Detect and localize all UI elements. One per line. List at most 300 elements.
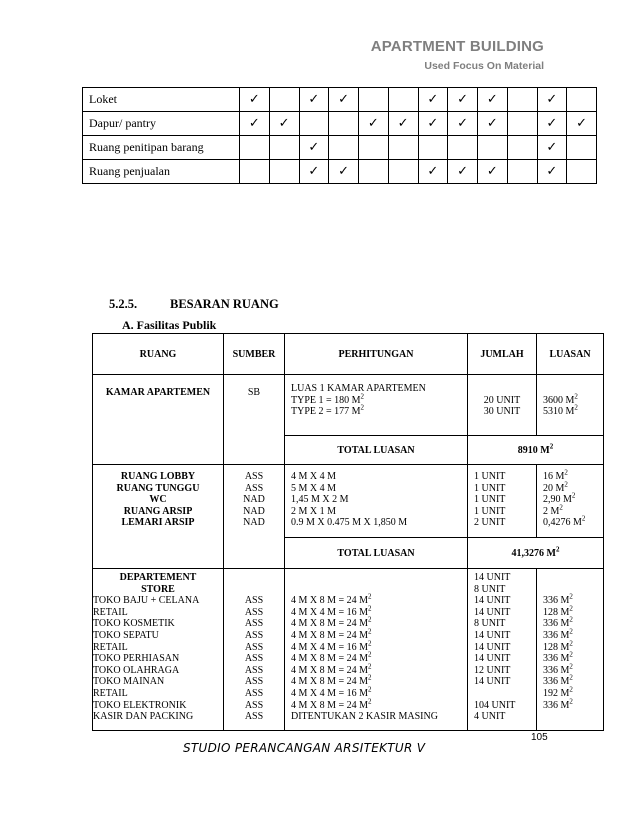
cell-line-text: 4 M X 8 M = 24 M (291, 618, 369, 630)
cell-line (474, 688, 536, 700)
cell-line-text: TOKO OLAHRAGA (93, 664, 180, 676)
cell-line-text: 2 M (543, 505, 560, 517)
cell-line-text: ASS (244, 471, 264, 482)
cell-line-text: NAD (243, 517, 265, 529)
cell-line (291, 662, 467, 677)
cell-ruang (93, 375, 224, 465)
checkmark-icon: ✓ (308, 140, 320, 155)
cell-line (224, 642, 284, 654)
cell-line (93, 572, 223, 584)
checkmark-icon: ✓ (457, 116, 469, 131)
check-cell (299, 112, 329, 136)
unit-superscript: 2 (569, 627, 573, 636)
total-label (285, 436, 468, 465)
header-luasan: LUASAN (537, 334, 604, 375)
cell-line (543, 639, 603, 654)
check-cell (537, 160, 567, 184)
total-value (468, 436, 604, 465)
cell-line (474, 700, 536, 712)
cell-line (224, 653, 284, 665)
cell-line (474, 494, 536, 506)
check-cell (537, 136, 567, 160)
cell-line (474, 711, 536, 723)
cell-line (291, 604, 467, 619)
cell-line-text: 336 M (543, 595, 570, 607)
unit-superscript: 2 (569, 650, 573, 659)
cell-line (93, 494, 223, 506)
cell-line-text: 2 UNIT (474, 517, 506, 529)
check-cell (448, 136, 478, 160)
cell-line (291, 685, 467, 700)
unit-superscript: 2 (571, 491, 576, 500)
row-label: Ruang penjualan (83, 160, 240, 184)
checkmark-icon: ✓ (367, 116, 379, 131)
cell-line (291, 403, 467, 418)
checkmark-icon: ✓ (546, 140, 558, 155)
cell-line-text: DITENTUKAN 2 KASIR MASING (291, 711, 438, 723)
unit-superscript: 2 (368, 616, 372, 625)
unit-superscript: 2 (368, 650, 372, 659)
cell-luasan (537, 465, 604, 538)
checkmark-icon: ✓ (308, 92, 320, 107)
cell-line-text: 336 M (543, 629, 570, 641)
check-cell (388, 160, 418, 184)
cell-line (543, 604, 603, 619)
cell-line-text: ASS (244, 606, 264, 618)
total-label-text: TOTAL LUASAN (337, 547, 415, 559)
cell-line-text: 14 UNIT (474, 653, 511, 665)
cell-line (543, 491, 603, 506)
cell-line-text: 336 M (543, 653, 570, 665)
cell-line-text: 336 M (543, 699, 570, 711)
cell-line-text: 16 M (543, 471, 565, 482)
checkmark-icon: ✓ (486, 164, 498, 179)
checkmark-icon: ✓ (278, 116, 290, 131)
check-cell (299, 136, 329, 160)
cell-line-text: TOKO MAINAN (93, 676, 165, 688)
checkmark-icon: ✓ (486, 92, 498, 107)
cell-line-text: RUANG LOBBY (120, 471, 196, 482)
check-cell (359, 88, 389, 112)
cell-line-text: 8 UNIT (474, 618, 506, 630)
cell-line (474, 506, 536, 518)
cell-line (468, 383, 536, 395)
cell-line-text: 4 M X 8 M = 24 M (291, 676, 369, 688)
cell-line (224, 711, 284, 723)
check-cell (537, 112, 567, 136)
check-cell (478, 88, 508, 112)
unit-superscript: 2 (368, 604, 372, 613)
cell-line-text: 128 M (543, 641, 570, 653)
checkmark-icon: ✓ (427, 116, 439, 131)
checkmark-icon: ✓ (338, 164, 350, 179)
check-cell (388, 88, 418, 112)
check-cell (240, 88, 270, 112)
cell-line-text: SB (247, 387, 261, 398)
page-number: 105 (531, 732, 548, 743)
cell-line-text: ASS (244, 629, 264, 641)
checkmark-icon: ✓ (576, 116, 588, 131)
cell-line-text: 5 M X 4 M (291, 482, 337, 494)
cell-line (224, 595, 284, 607)
unit-superscript: 2 (569, 592, 573, 601)
cell-line (93, 517, 223, 529)
unit-superscript: 2 (574, 392, 578, 401)
cell-line (224, 607, 284, 619)
cell-line-text: RETAIL (93, 641, 128, 653)
cell-line-text: 0,4276 M (543, 517, 582, 529)
cell-line-text: 12 UNIT (474, 664, 511, 676)
cell-line (474, 517, 536, 529)
checkmark-icon: ✓ (546, 92, 558, 107)
cell-line-text: 192 M (543, 687, 570, 699)
cell-line (93, 471, 223, 483)
cell-sumber (224, 375, 285, 465)
table-row (93, 569, 604, 731)
unit-superscript: 2 (368, 662, 372, 671)
check-cell (448, 88, 478, 112)
cell-line-text: KAMAR APARTEMEN (105, 387, 211, 398)
unit-superscript: 2 (564, 468, 568, 477)
cell-line (93, 630, 223, 642)
cell-line (474, 642, 536, 654)
cell-line (543, 517, 603, 529)
cell-line (474, 595, 536, 607)
cell-line-text: TOKO PERHIASAN (93, 653, 180, 665)
check-cell (329, 112, 359, 136)
check-cell (507, 112, 537, 136)
check-cell (478, 160, 508, 184)
cell-line-text: 1 UNIT (474, 505, 506, 517)
checkmark-icon: ✓ (427, 164, 439, 179)
check-cell (388, 112, 418, 136)
header-sumber: SUMBER (224, 334, 285, 375)
cell-line (291, 676, 467, 688)
cell-line (93, 642, 223, 654)
cell-line (224, 630, 284, 642)
cell-line (291, 592, 467, 607)
cell-line-text: RETAIL (93, 606, 128, 618)
cell-line (474, 471, 536, 483)
cell-line (93, 506, 223, 518)
cell-ruang (93, 465, 224, 569)
check-cell (240, 112, 270, 136)
cell-line (291, 517, 467, 529)
cell-line-text: 4 M X 4 M = 16 M (291, 641, 369, 653)
document-header-title: APARTMENT BUILDING (370, 38, 544, 55)
checkmark-icon: ✓ (248, 92, 260, 107)
cell-line (224, 688, 284, 700)
cell-line (93, 653, 223, 665)
cell-line-text: 4 M X 4 M = 16 M (291, 606, 369, 618)
cell-line (291, 483, 467, 495)
cell-line-text: 4 M X 4 M = 16 M (291, 687, 369, 699)
footer-studio-title: STUDIO PERANCANGAN ARSITEKTUR V (183, 741, 426, 755)
cell-line-text: ASS (244, 699, 264, 711)
total-unit-sup: 2 (555, 545, 560, 554)
cell-jumlah (468, 569, 537, 731)
row-label: Ruang penitipan barang (83, 136, 240, 160)
cell-line-text: 14 UNIT (474, 641, 511, 653)
unit-superscript: 2 (581, 515, 586, 524)
cell-line-text: 4 M X 8 M = 24 M (291, 699, 369, 711)
cell-line (543, 503, 603, 518)
check-cell (507, 160, 537, 184)
check-cell (567, 112, 597, 136)
table-row (83, 88, 597, 112)
room-size-table (92, 333, 604, 731)
cell-line-text: 336 M (543, 664, 570, 676)
cell-luasan (537, 375, 604, 436)
cell-perhitungan (285, 465, 468, 538)
cell-line-text: 2 M X 1 M (291, 505, 337, 517)
cell-jumlah (468, 375, 537, 436)
cell-line (468, 406, 536, 418)
check-cell (269, 88, 299, 112)
check-cell (299, 88, 329, 112)
cell-line (543, 697, 603, 712)
facility-checklist-table (82, 87, 597, 184)
cell-line (543, 592, 603, 607)
unit-superscript: 2 (368, 697, 372, 706)
cell-line (474, 483, 536, 495)
cell-line (291, 584, 467, 596)
cell-line (224, 471, 284, 483)
cell-line-text: 336 M (543, 618, 570, 630)
section-number: 5.2.5. (109, 297, 138, 311)
header-ruang: RUANG (93, 334, 224, 375)
cell-line-text: ASS (244, 641, 264, 653)
unit-superscript: 2 (360, 392, 365, 401)
unit-superscript: 2 (360, 403, 365, 412)
check-cell (329, 136, 359, 160)
cell-line-text: STORE (141, 583, 175, 595)
checkmark-icon: ✓ (486, 116, 498, 131)
cell-line (224, 700, 284, 712)
check-cell (567, 88, 597, 112)
check-cell (329, 88, 359, 112)
cell-line (291, 711, 467, 723)
cell-jumlah (468, 465, 537, 538)
check-cell (418, 112, 448, 136)
cell-line (543, 662, 603, 677)
check-cell (329, 160, 359, 184)
cell-line (93, 688, 223, 700)
check-cell (448, 160, 478, 184)
header-perhitungan: PERHITUNGAN (285, 334, 468, 375)
cell-line-text: TOKO KOSMETIK (93, 618, 175, 630)
cell-line-text: RUANG ARSIP (123, 505, 193, 517)
cell-line (474, 676, 536, 688)
check-cell (448, 112, 478, 136)
checkmark-icon: ✓ (308, 164, 320, 179)
cell-line (224, 676, 284, 688)
cell-line-text: ASS (244, 676, 264, 688)
cell-line (543, 468, 603, 483)
unit-superscript: 2 (569, 674, 573, 683)
checkmark-icon: ✓ (397, 116, 409, 131)
cell-line-text: 14 UNIT (474, 676, 511, 688)
cell-line (543, 618, 603, 630)
cell-line (543, 650, 603, 665)
cell-line (543, 383, 603, 395)
cell-line-text: TOKO BAJU + CELANA (93, 595, 200, 607)
cell-line-text: 128 M (543, 606, 570, 618)
check-cell (567, 136, 597, 160)
cell-line-text: LEMARI ARSIP (121, 517, 195, 529)
cell-line (468, 395, 536, 407)
cell-line (543, 392, 603, 407)
checkmark-icon: ✓ (248, 116, 260, 131)
check-cell (567, 160, 597, 184)
unit-superscript: 2 (569, 616, 573, 625)
table-row (93, 465, 604, 538)
check-cell (240, 136, 270, 160)
cell-line (291, 697, 467, 712)
cell-line-text: 0.9 M X 0.475 M X 1,850 M (291, 517, 408, 529)
section-title: BESARAN RUANG (170, 297, 279, 311)
cell-line (93, 483, 223, 495)
check-cell (359, 160, 389, 184)
cell-line-text: 14 UNIT (474, 629, 511, 641)
checkmark-icon: ✓ (546, 164, 558, 179)
cell-line (224, 572, 284, 584)
check-cell (478, 136, 508, 160)
cell-line (543, 711, 603, 723)
unit-superscript: 2 (368, 627, 372, 636)
cell-line-text: 1,45 M X 2 M (291, 494, 349, 506)
table-row (83, 136, 597, 160)
cell-line-text: 1 UNIT (474, 471, 506, 482)
unit-superscript: 2 (569, 639, 573, 648)
cell-line-text: TYPE 2 = 177 M (291, 406, 361, 418)
cell-line (93, 618, 223, 630)
table-header-row (93, 334, 604, 375)
cell-line-text: TYPE 1 = 180 M (291, 394, 361, 406)
cell-line-text: 4 M X 4 M (291, 471, 337, 482)
cell-line (543, 685, 603, 700)
table-row (83, 112, 597, 136)
cell-line (474, 584, 536, 596)
cell-perhitungan (285, 375, 468, 436)
cell-perhitungan (285, 569, 468, 731)
cell-line (543, 584, 603, 596)
check-cell (299, 160, 329, 184)
cell-line-text: ASS (244, 595, 264, 607)
cell-line-text: ASS (244, 653, 264, 665)
cell-line-text: ASS (244, 711, 264, 723)
total-value-text: 8910 M (517, 444, 550, 456)
cell-line-text: 8 UNIT (474, 583, 506, 595)
cell-line-text: KASIR DAN PACKING (93, 711, 194, 723)
total-value-text: 41,3276 M (511, 547, 556, 559)
cell-sumber (224, 569, 285, 731)
row-label: Loket (83, 88, 240, 112)
cell-line-text: RETAIL (93, 687, 128, 699)
cell-line (224, 506, 284, 518)
cell-line (224, 584, 284, 596)
cell-line (93, 595, 223, 607)
unit-superscript: 2 (368, 639, 372, 648)
check-cell (388, 136, 418, 160)
cell-line (543, 403, 603, 418)
cell-line-text: 30 UNIT (483, 406, 521, 418)
check-cell (359, 112, 389, 136)
check-cell (537, 88, 567, 112)
cell-line (224, 517, 284, 529)
cell-line (291, 494, 467, 506)
cell-line (224, 618, 284, 630)
cell-line-text: 14 UNIT (474, 572, 511, 583)
unit-superscript: 2 (569, 685, 573, 694)
total-label (285, 538, 468, 569)
cell-luasan (537, 569, 604, 731)
cell-line (93, 700, 223, 712)
cell-line (291, 471, 467, 483)
cell-line (474, 665, 536, 677)
cell-line-text: 2,90 M (543, 494, 572, 506)
cell-line (474, 572, 536, 584)
cell-line-text: 20 M (543, 482, 565, 494)
cell-line-text: ASS (244, 664, 264, 676)
cell-line-text: TOKO ELEKTRONIK (93, 699, 187, 711)
cell-line (291, 392, 467, 407)
cell-line (291, 618, 467, 630)
cell-line-text: RUANG TUNGGU (116, 482, 200, 494)
checkmark-icon: ✓ (427, 92, 439, 107)
cell-line-text: DEPARTEMENT (119, 572, 197, 583)
cell-line-text: 104 UNIT (474, 699, 516, 711)
checkmark-icon: ✓ (546, 116, 558, 131)
cell-line (291, 639, 467, 654)
check-cell (240, 160, 270, 184)
cell-line (543, 572, 603, 584)
cell-line-text: 4 M X 8 M = 24 M (291, 629, 369, 641)
checkmark-icon: ✓ (457, 92, 469, 107)
table-row (83, 160, 597, 184)
total-label-text: TOTAL LUASAN (337, 444, 415, 456)
check-cell (418, 88, 448, 112)
checkmark-icon: ✓ (338, 92, 350, 107)
cell-line (543, 627, 603, 642)
cell-line-text: 20 UNIT (483, 394, 521, 406)
cell-line (291, 627, 467, 642)
row-label: Dapur/ pantry (83, 112, 240, 136)
cell-line (291, 572, 467, 584)
cell-sumber (224, 465, 285, 569)
checkmark-icon: ✓ (457, 164, 469, 179)
cell-line (474, 653, 536, 665)
unit-superscript: 2 (368, 685, 372, 694)
cell-line (224, 665, 284, 677)
subsection-title: A. Fasilitas Publik (122, 318, 217, 332)
unit-superscript: 2 (569, 604, 573, 613)
cell-line (93, 387, 223, 399)
total-value (468, 538, 604, 569)
cell-line (474, 630, 536, 642)
unit-superscript: 2 (564, 480, 568, 489)
cell-line (291, 506, 467, 518)
cell-line-text: 1 UNIT (474, 482, 506, 494)
cell-line (224, 387, 284, 399)
check-cell (269, 136, 299, 160)
unit-superscript: 2 (569, 662, 573, 671)
check-cell (507, 136, 537, 160)
cell-line-text: ASS (244, 482, 264, 494)
cell-line (93, 676, 223, 688)
cell-line-text: ASS (244, 687, 264, 699)
unit-superscript: 2 (569, 697, 573, 706)
